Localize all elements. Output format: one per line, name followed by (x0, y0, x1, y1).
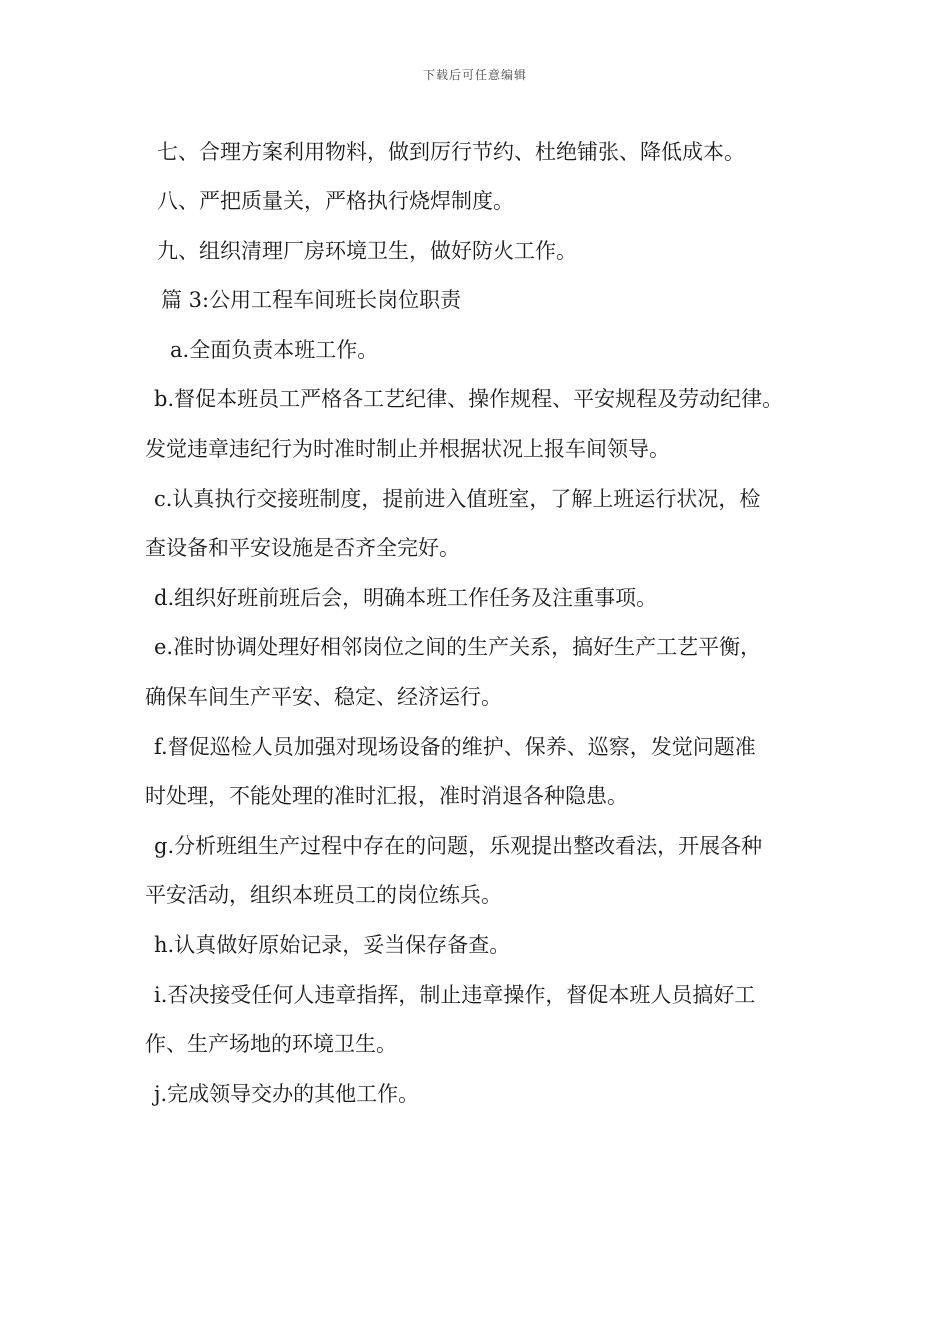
paragraph-line: 查设备和平安设施是否齐全完好。 (145, 536, 460, 560)
paragraph-line: i.否决接受任何人违章指挥，制止违章操作，督促本班人员搞好工 (154, 983, 756, 1007)
paragraph-line: 作、生产场地的环境卫生。 (145, 1032, 397, 1056)
paragraph-line: d.组织好班前班后会，明确本班工作任务及注重事项。 (154, 586, 658, 610)
paragraph-line: 平安活动，组织本班员工的岗位练兵。 (145, 883, 502, 907)
paragraph-line: 八、严把质量关，严格执行烧焊制度。 (157, 189, 514, 213)
paragraph-line: b.督促本班员工严格各工艺纪律、操作规程、平安规程及劳动纪律。 (154, 387, 784, 411)
paragraph-line: a.全面负责本班工作。 (170, 338, 379, 362)
paragraph-line: c.认真执行交接班制度，提前进入值班室，了解上班运行状况，检 (154, 487, 761, 511)
paragraph-line: 七、合理方案利用物料，做到厉行节约、杜绝铺张、降低成本。 (157, 140, 745, 164)
section-heading: 篇 3:公用工程车间班长岗位职责 (161, 288, 462, 312)
paragraph-line: j.完成领导交办的其他工作。 (154, 1082, 420, 1106)
header-note: 下载后可任意编辑 (422, 68, 527, 82)
paragraph-line: e.准时协调处理好相邻岗位之间的生产关系，搞好生产工艺平衡， (154, 635, 762, 659)
paragraph-line: h.认真做好原始记录，妥当保存备查。 (154, 933, 511, 957)
paragraph-line: g.分析班组生产过程中存在的问题，乐观提出整改看法，开展各种 (154, 834, 763, 858)
paragraph-line: 确保车间生产平安、稳定、经济运行。 (145, 685, 502, 709)
paragraph-line: 九、组织清理厂房环境卫生，做好防火工作。 (157, 239, 577, 263)
paragraph-line: 时处理，不能处理的准时汇报，准时消退各种隐患。 (145, 784, 628, 808)
paragraph-line: f.督促巡检人员加强对现场设备的维护、保养、巡察，发觉问题准 (154, 735, 756, 759)
paragraph-line: 发觉违章违纪行为时准时制止并根据状况上报车间领导。 (145, 437, 670, 461)
